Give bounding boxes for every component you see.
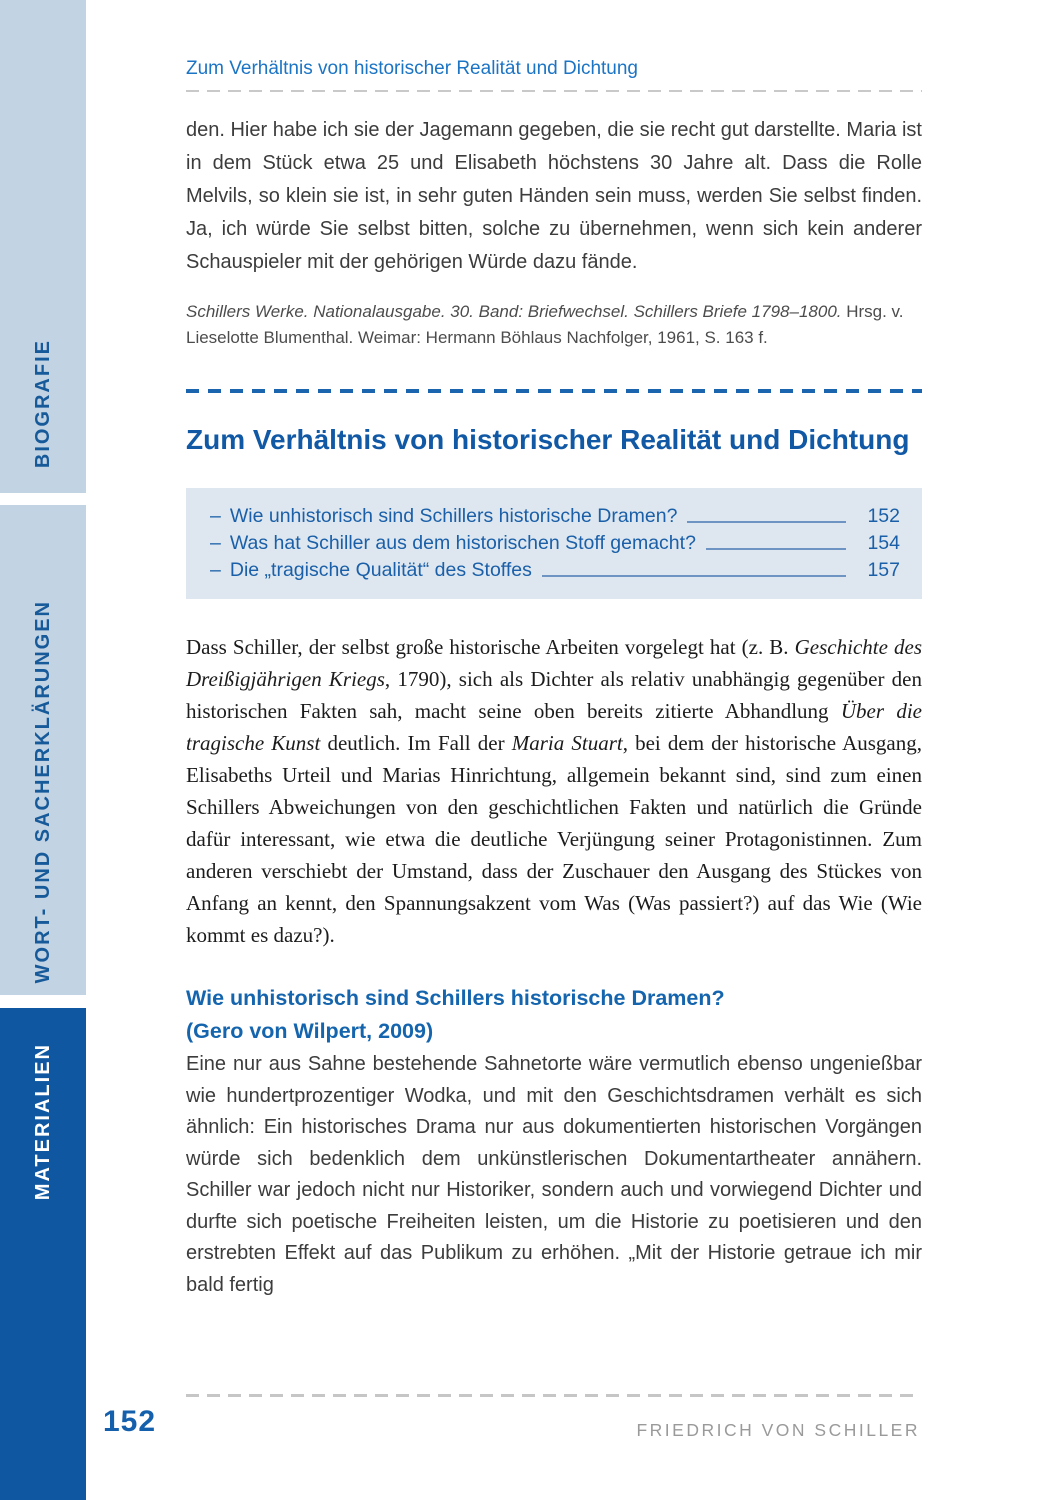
section-divider — [186, 389, 922, 393]
toc-box — [186, 488, 922, 599]
sidebar-tab-label: MATERIALIEN — [31, 1043, 54, 1201]
running-head-divider — [186, 90, 922, 92]
commentary-text: deutlich. Im Fall der — [320, 731, 512, 755]
footer-divider — [186, 1394, 920, 1397]
toc-item-dash: – — [210, 505, 221, 527]
citation-italic-part: Schillers Werke. Nationalausgabe. 30. Band: Briefwechsel. Schillers Briefe 1798–1800. — [186, 302, 842, 321]
sidebar-tab-label: WORT- UND SACHERKLÄRUNGEN — [31, 599, 54, 983]
sidebar-tab-label: BIOGRAFIE — [31, 338, 54, 468]
sidebar-tab-wort-und-sacherklaerungen — [0, 505, 86, 995]
toc-item-label: Was hat Schiller aus dem historischen Stoff gemacht? — [229, 532, 696, 554]
toc-item-label: Die „tragische Qualität“ des Stoffes — [229, 559, 532, 581]
sidebar-tab-materialien-active — [0, 1008, 86, 1500]
toc-leader-line — [687, 521, 846, 523]
toc-item-page: 154 — [867, 532, 900, 554]
material-heading-author: (Gero von Wilpert, 2009) — [186, 1019, 434, 1043]
content-column — [186, 0, 922, 1321]
toc-item — [210, 530, 900, 557]
commentary-paragraph — [186, 631, 922, 951]
toc-item-page: 152 — [867, 505, 900, 527]
quote-paragraph: den. Hier habe ich sie der Jagemann gegeben, die sie recht gut darstellte. Maria ist in dem Stück etwa 25 und Elisabeth höchstens 30 Jahre alt. Dass die Rolle Melvils, so klein sie ist, in sehr guten Händen sein muss, werden Sie selbst finden. Ja, ich würde Sie selbst bitten, solche zu übernehmen, wenn sich kein anderer Schauspieler mit der gehörigen Würde dazu fände. — [186, 119, 922, 273]
toc-leader-line — [706, 548, 846, 550]
toc-leader-line — [542, 575, 846, 577]
toc-item — [210, 503, 900, 530]
book-title: FRIEDRICH VON SCHILLER — [636, 1420, 920, 1440]
toc-item — [210, 557, 900, 584]
toc-item-dash: – — [210, 559, 221, 581]
material-paragraph: Eine nur aus Sahne bestehende Sahnetorte wäre vermutlich ebenso ungenießbar wie hundertprozentiger Wodka, und mit den Geschichtsdramen verhält es sich ähnlich: Ein historisches Drama nur aus dokumentierten historischen Vorgängen würde sich bedenklich dem unkünstlerischen Dokumentartheater annähern. Schiller war jedoch nicht nur Historiker, sondern auch und vorwiegend Dichter und durfte sich poetische Freiheiten leisten, um die Historie zu poetisieren und den erstrebten Effekt auf das Publikum zu erhöhen. „Mit der Historie getraue ich mir bald fertig — [186, 1053, 922, 1296]
citation-regular-part: Hrsg. v. Lieselotte Blumenthal. Weimar: Hermann Böhlaus Nachfolger, 1961, S. 163 f. — [186, 302, 904, 347]
commentary-text: Dass Schiller, der selbst große historische Arbeiten vorgelegt hat (z. B. — [186, 635, 795, 659]
running-head: Zum Verhältnis von historischer Realität und Dichtung — [186, 58, 639, 79]
source-citation — [186, 299, 922, 351]
material-heading — [186, 982, 922, 1048]
toc-item-page: 157 — [867, 559, 900, 581]
toc-item-label: Wie unhistorisch sind Schillers historische Dramen? — [229, 505, 678, 527]
work-title-italic: Über die tragische Kunst — [186, 699, 922, 755]
section-title: Zum Verhältnis von historischer Realität und Dichtung — [186, 424, 910, 455]
commentary-text: , bei dem der historische Ausgang, Elisabeths Urteil und Marias Hinrichtung, allgemein bekannt sind, sind zum einen Schillers Abweichungen von den geschichtlichen Fakten und natürlich die Gründe dafür interessant, wie etwa die deutliche Verjüngung seiner Protagonistinnen. Zum anderen verschiebt der Umstand, dass der Zuschauer den Ausgang des Stückes von Anfang an kennt, den Spannungsakzent vom Was (Was passiert?) auf das Wie (Wie kommt es dazu?). — [186, 731, 923, 947]
material-heading-question: Wie unhistorisch sind Schillers historische Dramen? — [186, 986, 725, 1010]
page-number: 152 — [103, 1405, 157, 1438]
sidebar-tab-biografie — [0, 0, 86, 493]
toc-item-dash: – — [210, 532, 221, 554]
work-title-italic: Maria Stuart — [511, 731, 623, 755]
work-title-italic: Geschichte des Dreißigjährigen Kriegs — [186, 635, 922, 691]
commentary-text: , 1790), sich als Dichter als relativ unabhängig gegenüber den historischen Fakten sah, macht seine oben bereits zitierte Abhandlung — [186, 667, 923, 723]
